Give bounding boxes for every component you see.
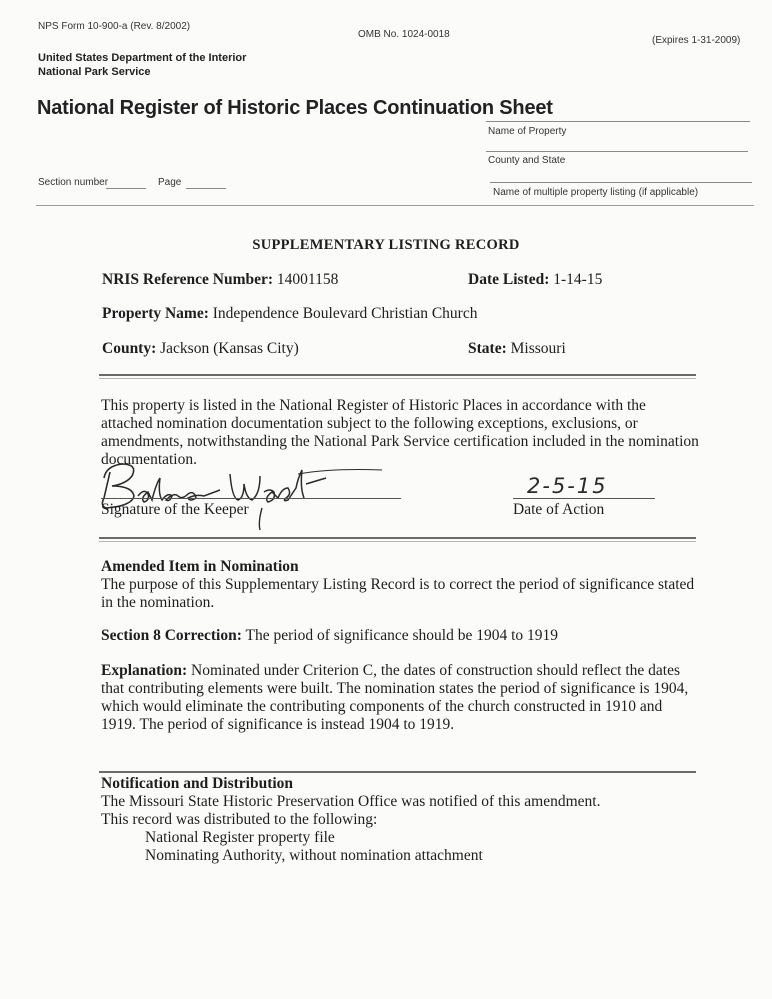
certification-text: This property is listed in the National Register of Historic Places in accordance with the attached nomination documentation subject to the following exceptions, exclusions, or amendments, notwithstanding the National Park Service certification included in the nomination documentation. <box>101 397 699 468</box>
keeper-signature <box>92 448 402 533</box>
date-listed-label: Date Listed: <box>468 271 550 288</box>
record-divider-shadow <box>99 378 696 379</box>
date-of-action-line <box>513 498 655 499</box>
section-number-line <box>106 188 146 189</box>
distribution-item-1: National Register property file <box>145 829 335 846</box>
multiple-listing-label: Name of multiple property listing (if applicable) <box>493 187 699 198</box>
record-divider <box>99 374 696 376</box>
notification-divider <box>99 771 696 773</box>
department-line-2: National Park Service <box>38 66 151 78</box>
section8-label: Section 8 Correction: <box>101 627 242 644</box>
name-of-property-label: Name of Property <box>488 126 567 137</box>
name-of-property-line <box>486 121 750 122</box>
notification-line-1: The Missouri State Historic Preservation Office was notified of this amendment. <box>101 793 601 810</box>
distribution-item-2: Nominating Authority, without nomination attachment <box>145 847 483 864</box>
amended-heading: Amended Item in Nomination <box>101 558 299 575</box>
state-value: Missouri <box>510 340 566 357</box>
section8-text: The period of significance should be 1904 to 1919 <box>245 627 559 644</box>
record-title: SUPPLEMENTARY LISTING RECORD <box>252 237 520 253</box>
signature-line <box>101 498 401 499</box>
page-number-line <box>186 188 226 189</box>
property-name-label: Property Name: <box>102 305 209 322</box>
county-label: County: <box>102 340 157 357</box>
section8-correction <box>101 627 701 645</box>
property-name-value: Independence Boulevard Christian Church <box>212 305 478 322</box>
explanation-text: Nominated under Criterion C, the dates of construction should reflect the dates that contributing elements were built. The nomination states the period of significance is 1904, which would eliminate the contributing components of the church constructed in 1910 and 1919. The period of significance is instead 1904 to 1919. <box>101 662 689 733</box>
county-state-label: County and State <box>488 155 566 166</box>
header-divider <box>36 205 754 206</box>
date-of-action-label: Date of Action <box>513 501 605 518</box>
signature-icon <box>92 448 402 533</box>
property-name-row <box>102 305 477 323</box>
county-row <box>102 340 299 358</box>
signature-label: Signature of the Keeper <box>101 501 249 518</box>
certification-divider-shadow <box>99 541 696 542</box>
nris-value: 14001158 <box>276 271 339 288</box>
nris-label: NRIS Reference Number: <box>102 271 274 288</box>
state-label: State: <box>468 340 507 357</box>
explanation <box>101 662 701 734</box>
handwritten-date: 2-5-15 <box>527 474 608 498</box>
notification-heading: Notification and Distribution <box>101 775 294 792</box>
section-number-label: Section number <box>38 177 109 188</box>
form-number: NPS Form 10-900-a (Rev. 8/2002) <box>38 21 191 32</box>
date-listed-value: 1-14-15 <box>553 271 603 288</box>
date-listed-row <box>468 271 602 289</box>
expiration-date: (Expires 1-31-2009) <box>652 35 741 46</box>
explanation-label: Explanation: <box>101 662 188 679</box>
department-line-1: United States Department of the Interior <box>38 52 247 64</box>
notification-line-2: This record was distributed to the following: <box>101 811 378 828</box>
certification-divider <box>99 537 696 539</box>
page-label: Page <box>158 177 182 188</box>
amended-body: The purpose of this Supplementary Listing Record is to correct the period of significance stated in the nomination. <box>101 576 695 611</box>
omb-number: OMB No. 1024-0018 <box>358 29 450 40</box>
nris-row <box>102 271 338 289</box>
multiple-listing-line <box>490 182 752 183</box>
county-state-line <box>486 151 748 152</box>
sheet-title: National Register of Historic Places Continuation Sheet <box>37 97 553 119</box>
state-row <box>468 340 566 358</box>
county-value: Jackson (Kansas City) <box>160 340 299 357</box>
